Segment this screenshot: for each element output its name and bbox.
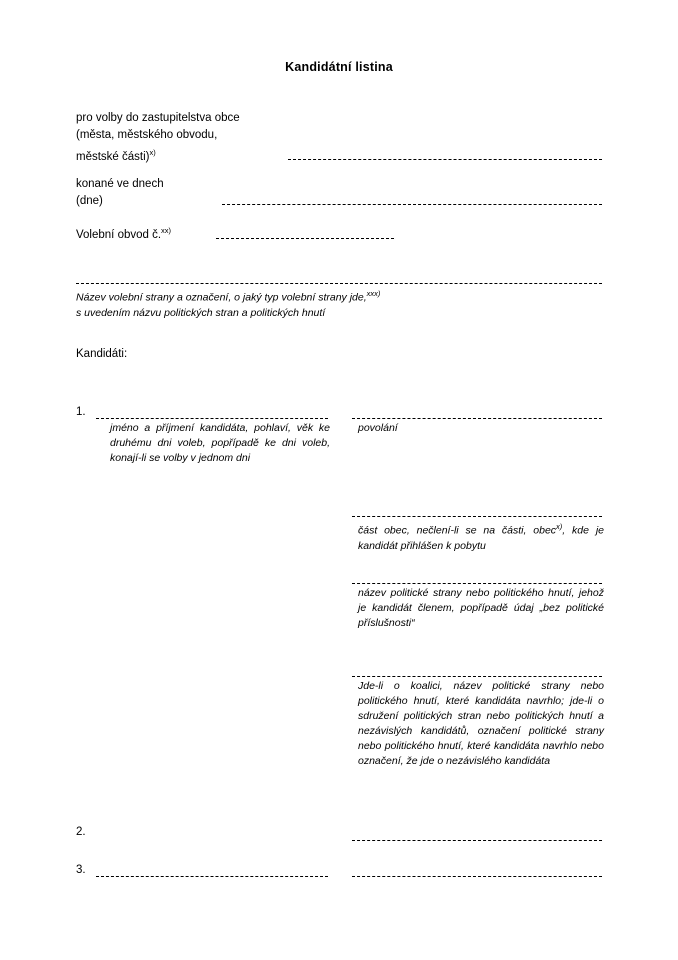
for-elections-label [76,110,272,166]
party-name-note [76,286,604,321]
page-title: Kandidátní listina [285,60,393,74]
district-label [76,222,216,244]
candidate-2-occupation-input-line[interactable] [352,840,602,841]
party-name-note-line2: s uvedením názvu politických stran a politických hnutí [76,306,326,319]
candidate-1-number: 1. [76,406,86,418]
party-name-footnote-marker: xxx) [366,289,381,298]
party-name-input-line[interactable] [76,283,602,284]
for-elections-label-line1: pro volby do zastupitelstva obce [76,112,240,124]
candidate-1-residence-footnote-marker: x) [556,522,563,531]
candidate-3-name-input-line[interactable] [96,876,328,877]
candidate-1-residence-note-text: část obec, nečlení-li se na části, obec [358,524,557,537]
candidate-1-name-input-line[interactable] [96,418,328,419]
candidates-heading: Kandidáti: [76,348,128,360]
party-name-note-line1-wrap [76,286,604,306]
held-on-input-line[interactable] [222,204,602,205]
candidate-1-party-membership-input-line[interactable] [352,583,602,584]
for-elections-label-line3: městské části) [76,150,150,163]
candidate-3-number: 3. [76,864,86,876]
for-elections-input-line[interactable] [288,159,602,160]
district-input-line[interactable] [216,238,394,239]
held-on-label-line1: konané ve dnech [76,178,164,190]
district-label-text: Volební obvod č. [76,228,162,241]
for-elections-label-line2: (města, městského obvodu, [76,129,218,141]
candidate-1-occupation-note: povolání [358,422,398,434]
for-elections-label-line3-wrap [76,144,272,166]
candidate-1-party-membership-note: název politické strany nebo politického hnutí, jehož je kandidát členem, popřípadě údaj „bez politické příslušnosti“ [358,587,604,629]
held-on-label-line2: (dne) [76,195,103,207]
for-elections-footnote-marker: x) [149,148,156,157]
party-name-note-line1: Název volební strany a označení, o jaký typ volební strany jde, [76,291,367,304]
district-footnote-marker: xx) [161,226,172,235]
candidate-2-number: 2. [76,826,86,838]
candidate-1-nominating-party-note: Jde-li o koalici, název politické strany nebo politického hnutí, které kandidáta navrhlo; jde-li o sdružení politických stran nebo politických hnutí a nezávislých kandidátů, označení politické strany nebo politického hnutí, které kandidáta navrhlo nebo označení, že jde o nezávislého kandidáta [358,680,604,767]
candidate-3-occupation-input-line[interactable] [352,876,602,877]
candidate-1-residence-note-tail: , kde je kandidát přihlášen k pobytu [358,524,604,552]
candidate-1-occupation-input-line[interactable] [352,418,602,419]
candidate-1-nominating-party-input-line[interactable] [352,676,602,677]
candidate-1-residence-input-line[interactable] [352,516,602,517]
candidate-1-residence-note [358,519,604,554]
candidate-1-name-note: jméno a příjmení kandidáta, pohlaví, věk ke druhému dni voleb, popřípadě ke dni voleb, konají-li se volby v jednom dni [110,422,330,464]
